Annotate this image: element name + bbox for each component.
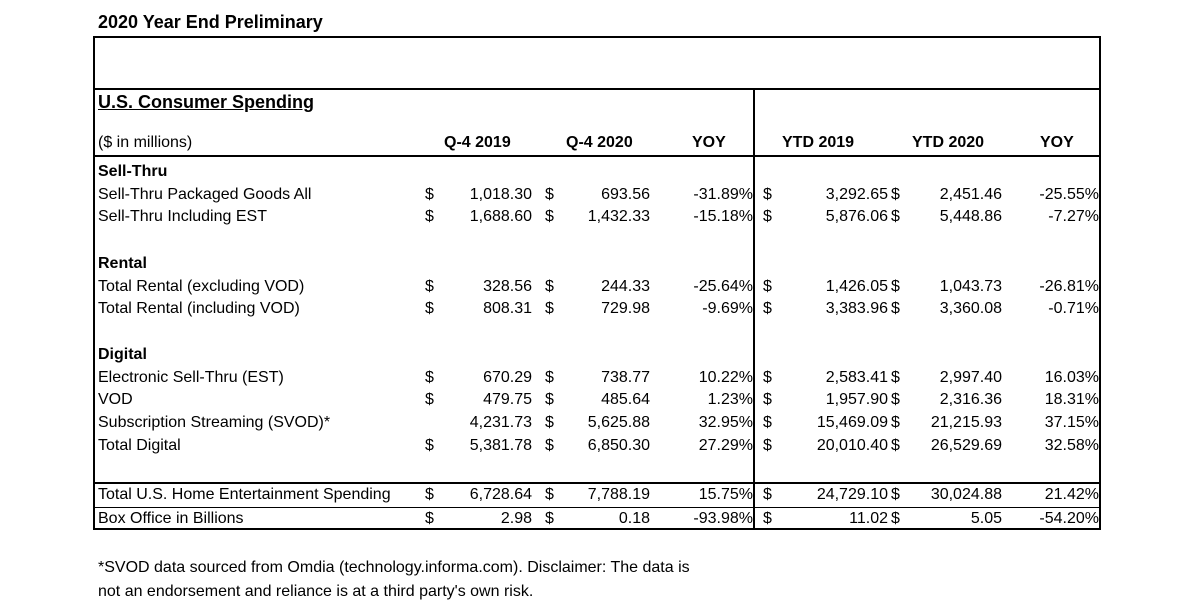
table-cell: $ xyxy=(545,369,554,386)
table-cell: 6,850.30 xyxy=(587,437,650,454)
table-cell: 2,583.41 xyxy=(825,369,888,386)
row-label: Total U.S. Home Entertainment Spending xyxy=(98,486,391,503)
table-cell: $ xyxy=(545,208,554,225)
table-cell: 37.15% xyxy=(1044,414,1099,431)
table-cell: $ xyxy=(763,208,772,225)
table-cell: -0.71% xyxy=(1048,300,1099,317)
table-cell: $ xyxy=(545,510,554,527)
table-cell: 729.98 xyxy=(601,300,650,317)
table-cell: 2.98 xyxy=(500,510,532,527)
table-cell: $ xyxy=(425,510,434,527)
table-cell: $ xyxy=(763,186,772,203)
table-cell: $ xyxy=(545,300,554,317)
table-cell: -7.27% xyxy=(1048,208,1099,225)
row-label: Sell-Thru Packaged Goods All xyxy=(98,186,312,203)
footnote-line-2: not an endorsement and reliance is at a third party's own risk. xyxy=(98,583,534,600)
table-cell: 18.31% xyxy=(1044,391,1099,408)
row-label: VOD xyxy=(98,391,133,408)
divider xyxy=(753,88,755,530)
table-cell: 3,360.08 xyxy=(939,300,1002,317)
table-cell: 3,292.65 xyxy=(825,186,888,203)
table-cell: 1.23% xyxy=(707,391,753,408)
table-cell: $ xyxy=(891,208,900,225)
table-cell: $ xyxy=(891,369,900,386)
table-cell: $ xyxy=(763,414,772,431)
table-cell: 1,957.90 xyxy=(825,391,888,408)
table-cell: $ xyxy=(763,510,772,527)
table-cell: $ xyxy=(763,437,772,454)
table-cell: 479.75 xyxy=(483,391,532,408)
table-cell: $ xyxy=(425,278,434,295)
table-cell: 328.56 xyxy=(483,278,532,295)
table-cell: 11.02 xyxy=(849,510,888,527)
table-cell: -25.64% xyxy=(693,278,753,295)
table-cell: $ xyxy=(425,208,434,225)
col-header-ytd-2020: YTD 2020 xyxy=(912,134,985,151)
table-cell: 5.05 xyxy=(970,510,1002,527)
table-cell: $ xyxy=(891,414,900,431)
table-cell: 1,426.05 xyxy=(825,278,888,295)
table-cell: -15.18% xyxy=(693,208,753,225)
table-cell: -25.55% xyxy=(1039,186,1099,203)
table-cell: $ xyxy=(891,510,900,527)
table-cell: -93.98% xyxy=(693,510,753,527)
group-label-digital: Digital xyxy=(98,346,147,363)
table-cell: $ xyxy=(763,369,772,386)
units-label: ($ in millions) xyxy=(98,134,193,151)
col-header-yoy-ytd: YOY xyxy=(1040,134,1074,151)
table-cell: 26,529.69 xyxy=(930,437,1002,454)
table-cell: 27.29% xyxy=(698,437,753,454)
table-cell: $ xyxy=(891,300,900,317)
divider xyxy=(93,482,1101,484)
table-cell: 15,469.09 xyxy=(816,414,888,431)
row-label: Total Rental (including VOD) xyxy=(98,300,300,317)
table-cell: $ xyxy=(891,186,900,203)
table-cell: $ xyxy=(545,486,554,503)
table-cell: $ xyxy=(891,391,900,408)
group-label-sell-thru: Sell-Thru xyxy=(98,163,168,180)
section-title: U.S. Consumer Spending xyxy=(98,92,315,112)
table-cell: 4,231.73 xyxy=(469,414,532,431)
table-cell: $ xyxy=(763,300,772,317)
table-cell: $ xyxy=(545,278,554,295)
table-cell: $ xyxy=(763,278,772,295)
table-cell: $ xyxy=(545,186,554,203)
group-label-rental: Rental xyxy=(98,255,147,272)
table-cell: $ xyxy=(545,414,554,431)
table-cell: 15.75% xyxy=(698,486,753,503)
table-cell: 670.29 xyxy=(483,369,532,386)
table-cell: 5,876.06 xyxy=(825,208,888,225)
col-header-q4-2020: Q-4 2020 xyxy=(566,134,633,151)
table-cell: 244.33 xyxy=(601,278,650,295)
table-cell: 1,432.33 xyxy=(587,208,650,225)
table-cell: $ xyxy=(763,391,772,408)
table-cell: 32.58% xyxy=(1044,437,1099,454)
report-title: 2020 Year End Preliminary xyxy=(98,12,323,32)
table-cell: 1,043.73 xyxy=(939,278,1002,295)
table-cell: 16.03% xyxy=(1044,369,1099,386)
table-cell: 693.56 xyxy=(601,186,650,203)
table-cell: 6,728.64 xyxy=(469,486,532,503)
table-cell: 1,018.30 xyxy=(469,186,532,203)
row-label: Subscription Streaming (SVOD)* xyxy=(98,414,331,431)
col-header-yoy-quarter: YOY xyxy=(692,134,726,151)
row-label: Electronic Sell-Thru (EST) xyxy=(98,369,284,386)
table-cell: $ xyxy=(763,486,772,503)
table-cell: 1,688.60 xyxy=(469,208,532,225)
table-cell: $ xyxy=(425,391,434,408)
divider xyxy=(93,155,1101,157)
table-cell: 5,448.86 xyxy=(939,208,1002,225)
col-header-ytd-2019: YTD 2019 xyxy=(782,134,855,151)
table-cell: 32.95% xyxy=(698,414,753,431)
table-cell: $ xyxy=(891,437,900,454)
table-cell: $ xyxy=(425,300,434,317)
table-cell: 21.42% xyxy=(1044,486,1099,503)
table-cell: $ xyxy=(891,278,900,295)
table-cell: 24,729.10 xyxy=(816,486,888,503)
col-header-q4-2019: Q-4 2019 xyxy=(444,134,511,151)
table-cell: 485.64 xyxy=(601,391,650,408)
table-cell: -54.20% xyxy=(1039,510,1099,527)
table-cell: 2,451.46 xyxy=(939,186,1002,203)
table-cell: $ xyxy=(545,437,554,454)
row-label: Total Digital xyxy=(98,437,181,454)
footnote-line-1: *SVOD data sourced from Omdia (technology.informa.com). Disclaimer: The data is xyxy=(98,559,690,576)
table-cell: 738.77 xyxy=(601,369,650,386)
table-cell: -31.89% xyxy=(693,186,753,203)
table-cell: 30,024.88 xyxy=(930,486,1002,503)
table-cell: $ xyxy=(425,186,434,203)
table-cell: 20,010.40 xyxy=(816,437,888,454)
table-cell: 21,215.93 xyxy=(930,414,1002,431)
row-label: Total Rental (excluding VOD) xyxy=(98,278,305,295)
table-cell: $ xyxy=(425,437,434,454)
table-cell: $ xyxy=(425,369,434,386)
table-cell: $ xyxy=(891,486,900,503)
table-cell: 5,381.78 xyxy=(469,437,532,454)
table-cell: 2,997.40 xyxy=(939,369,1002,386)
table-cell: 10.22% xyxy=(698,369,753,386)
divider xyxy=(93,88,1101,90)
table-cell: -9.69% xyxy=(702,300,753,317)
divider xyxy=(93,507,1101,508)
table-cell: -26.81% xyxy=(1039,278,1099,295)
row-label: Sell-Thru Including EST xyxy=(98,208,267,225)
table-cell: 0.18 xyxy=(618,510,650,527)
table-cell: 7,788.19 xyxy=(587,486,650,503)
table-cell: 808.31 xyxy=(483,300,532,317)
row-label: Box Office in Billions xyxy=(98,510,244,527)
table-cell: 3,383.96 xyxy=(825,300,888,317)
table-cell: 2,316.36 xyxy=(939,391,1002,408)
table-cell: 5,625.88 xyxy=(587,414,650,431)
table-cell: $ xyxy=(425,486,434,503)
table-cell: $ xyxy=(545,391,554,408)
